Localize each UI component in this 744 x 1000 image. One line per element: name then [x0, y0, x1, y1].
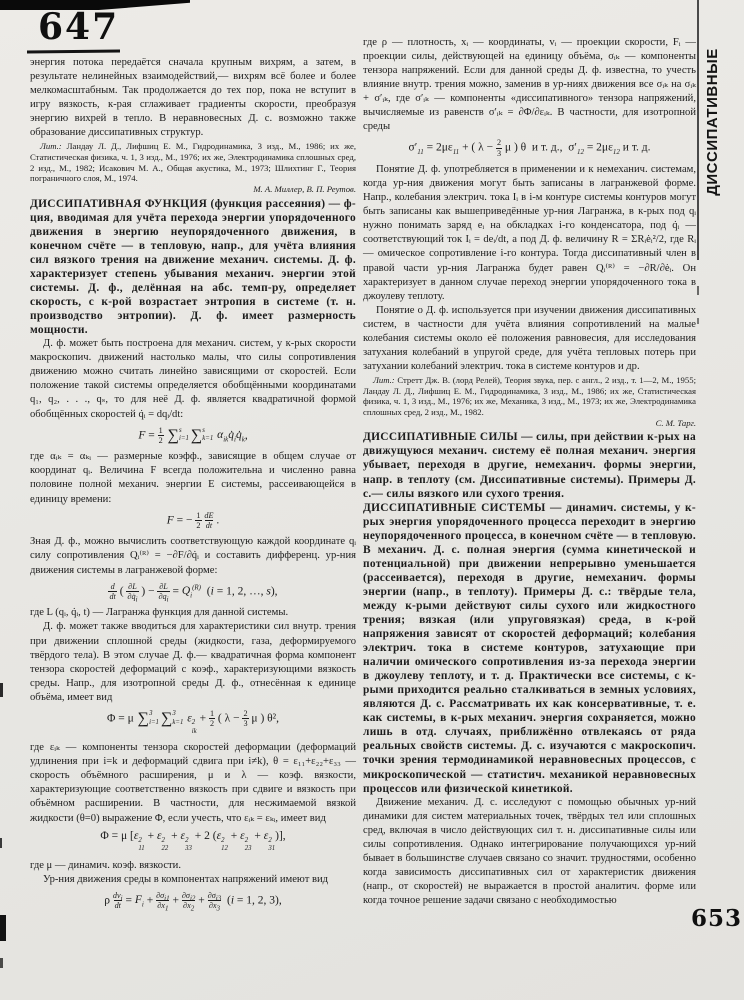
margin-running-title: ДИССИПАТИВНЫЕ: [704, 48, 721, 196]
paragraph-stress-equations-intro: [30, 873, 356, 887]
paragraph-text: где εᵢₖ — компоненты тензора скоростей деформации (деформаций удлинения при i=k и деформаций сдвига при i≠k), θ = ε₁₁+ε₂₂+ε₃₃ — скорость объёмного расширения, μ и λ — коэф. вязкости, характеризующие соответственно вязкость при сдвиге и вязкость при объёмном расширении. В частности, для несжимаемой вязкой жидкости (θ=0) выражение Φ, если учесть, что εᵢₖ = εₖᵢ, имеет вид: [30, 742, 356, 824]
paragraph-text: Понятие о Д. ф. используется при изучении движения диссипативных систем, в частности для учёта влияния сопротивлений на малые колебания системы около её положения равновесия, для исследования затухания колебаний в упругой среде, для учёта тепловых потерь при затухании колебаний электрич. тока в системе контуров и др.: [363, 304, 696, 372]
paragraph-nonmechanical-systems: [363, 163, 696, 303]
formula-dissipative-stress: $\sigma'_{11} = 2\mu\varepsilon_{11}$ + ( λ − $\frac{2}{3}$ μ ) θ и т. д., $\sigma'_{12} = 2\mu\varepsilon_{12}$ и т. д.: [408, 138, 651, 158]
literature-dissipative-systems: [30, 141, 356, 195]
paragraph-df-construction: [30, 337, 356, 421]
literature-label: Лит.:: [40, 141, 67, 152]
page-number-underline: [27, 50, 120, 54]
paragraph-turbulence-continuation: [30, 56, 356, 140]
paragraph-text: где αᵢₖ = αₖᵢ — размерные коэфф., зависящие в общем случае от координат qᵢ. Величина F всегда положительна и численно равна половине полной механич. энергии E системы, рассеивающейся в единицу времени:: [30, 451, 356, 505]
paragraph-dynamic-viscosity: [30, 859, 356, 873]
paragraph-resistance-force: [30, 535, 356, 577]
paragraph-text: Движение механич. Д. с. исследуют с помощью обычных ур-ний динамики для систем материальных точек, твёрдых тел или сплошных сред, включая в число действующих сил т. н. диссипативные силы или силы сопротивления. Однако интегрирование получающихся ур-ний бывает в большинстве случаев связано со значит. трудностями, особенно когда зависимость диссипативных сил от характеристик движения (напр., от скоростей) не выражается в простой аналитич. форме или когда точное решение задачи связано с необходимостью: [363, 796, 696, 906]
paragraph-text: Д. ф. может быть построена для механич. систем, у к-рых скорости макроскопич. движений настолько малы, что силы сопротивления движению можно считать линейно зависящими от скоростей. Если положение такой системы определяется обобщёнными координатами q₁, q₂, . . ., qₛ, то для неё Д. ф. является квадратичной формой обобщённых скоростей q̇ᵢ = dqᵢ/dt:: [30, 338, 356, 420]
paragraph-ds-motion-study: [363, 796, 696, 908]
formula-energy-rate: F = − $\frac{1}{2}$ $\frac{dE}{dt}$ .: [166, 510, 220, 530]
paragraph-text: Зная Д. ф., можно вычислить соответствующую каждой координате qᵢ силу сопротивления Qᵢ⁽ᴿ⁾ = −∂F/∂q̇ᵢ и составить дифференц. ур-ния движения системы в лагранжевой форме:: [30, 536, 356, 576]
entry-term: ДИССИПАТИВНЫЕ СИЛЫ: [363, 431, 522, 444]
paragraph-text: Стретт Дж. В. (лорд Релей), Теория звука, пер. с англ., 2 изд., т. 1—2, М., 1955; Ландау Л. Д., Лифшиц Е. М., Гидродинамика, 3 изд., М., 1986; их же, Статистическая физика, ч. 1, 3 изд., М., 1976; их же, Механика, 3 изд., М., 1973; их же, Электродинамика сплошных сред, 2 изд., М., 1982.: [363, 374, 696, 417]
paragraph-text: Д. ф. может также вводиться для характеристики сил внутр. трения при движении сплошной среды (жидкости, газа, деформируемого твёрдого тела). В этом случае Д. ф.— квадратичная форма компонент тензора скоростей деформаций с коэф., характеризующими вязкость среды. Напр., для изотропной среды Д. ф., отнесённая к единице объёма, имеет вид: [30, 621, 356, 703]
paragraph-continuous-medium: [30, 620, 356, 704]
right-column: [363, 36, 696, 908]
paragraph-text: где μ — динамич. коэф. вязкости.: [30, 859, 181, 871]
formula-dissipation-function: F = $\frac{1}{2}$ ∑ s i=1 ∑ s k=1 $\alpha_{ik}q̇_iq̇_k$,: [138, 425, 248, 445]
paragraph-text: энергия потока передаётся сначала крупным вихрям, а затем, в результате нелинейных взаимодействий,— вихрям всё более и более мелкомасштабным. Так продолжается до тех пор, пока не вступит в игру вязкость, к-рая сглаживает градиенты скорости, преобразуя энергию вихрей в тепло. В неравновесных Д. с. возможно также образование диссипативных структур.: [30, 57, 356, 139]
paragraph-density-definitions: [363, 36, 696, 134]
page-number-top: 647: [38, 6, 120, 48]
paragraph-df-applications: [363, 304, 696, 374]
formula-lagrange-equations: $\frac{d}{dt}$ ( $\frac{\partial L}{\partial q̇_i}$ ) − $\frac{\partial L}{\partial q_i}$ = $Q_i^{(R)}$ (i = 1, 2, …, s),: [109, 581, 278, 604]
paragraph-text: — силы, при действии к-рых на движущуюся механич. систему её полная механич. энергия убывает, переходя в другие, немеханич. формы энергии, напр. в теплоту (см. Диссипативные системы). Примеры Д. с.— силы вязкого или сухого трения.: [363, 431, 696, 500]
scan-artifact-mark: [0, 683, 3, 697]
paragraph-text: Понятие Д. ф. употребляется в применении и к немеханич. системам, когда ур-ния движения могут быть записаны в лагранжевой форме. Напр., колебания электрич. тока Iᵢ в i-м контуре системы контуров могут быть записаны как вышеприведённые ур-ния Лагранжа, в к-рых под qᵢ нужно понимать заряд eᵢ на обкладках i-го конденсатора, под q̇ᵢ — соответствующий ток Iᵢ = deᵢ/dt, а под Д. ф. величину R = ΣRᵢėᵢ²/2, где Rᵢ — омическое сопротивление i-го контура. Тогда диссипативный член в правой части ур-ния Лагранжа будет равен Qᵢ⁽ᴿ⁾ = −∂R/∂ėᵢ. Он характеризует в данном случае переход энергии упорядоченного тока в джоулеву теплоту.: [363, 164, 696, 302]
author-signature: С. М. Тарг.: [655, 417, 696, 428]
margin-rule-dash: [697, 286, 699, 295]
page-number-bottom: 653: [691, 905, 743, 932]
left-column: [30, 56, 356, 915]
entry-dissipativnaya-funkciya: [30, 197, 356, 337]
scan-artifact-mark: [0, 958, 3, 968]
scan-artifact-mark: [0, 915, 6, 941]
formula-motion-equations: ρ $dv_i$ dt = $F_i$ + $\frac{\partial\sigma_{i1}}{\partial x_1}$ + $\frac{\partial\sigma_{i2}}{\partial x_2}$ + $\frac{\partial\sigma_{i3}}{\partial x_3}$ (i = 1, 2, 3),: [104, 890, 282, 913]
author-signature: М. А. Миллер, В. П. Реутов.: [253, 184, 356, 195]
entry-dissipativnye-sistemy: [363, 501, 696, 796]
scan-artifact-mark: [0, 838, 2, 848]
paragraph-coefficients: [30, 450, 356, 506]
paragraph-text: Ландау Л. Д., Лифшиц Е. М., Гидродинамика, 3 изд., М., 1986; их же, Статистическая физика, ч. 1, 3 изд., М., 1976; их же, Электродинамика сплошных сред, 2 изд., М., 1982; Исакович М. А., Общая акустика, М., 1973; Шлихтинг Г., Теория пограничного слоя, М., 1974.: [30, 141, 356, 184]
formula-phi-incompressible: Φ = μ [ε 2 11 + ε 2 22 + ε 2 33 + 2 (ε 2 12 + ε 2 23 + ε 2 31 )],: [100, 829, 286, 853]
literature-label: Лит.:: [373, 374, 398, 385]
paragraph-strain-tensor: [30, 741, 356, 825]
literature-dissipative-function: [363, 375, 696, 429]
margin-rule-dash: [697, 318, 699, 324]
formula-phi-isotropic: Φ = μ ∑ 3 i=1 ∑ 3 k=1 ε 2 ik + $\frac{1}{2}$ ( λ − $\frac{2}{3}$ μ ) θ²,: [106, 708, 279, 735]
paragraph-text: — динамич. системы, у к-рых энергия упорядоченного процесса переходит в энергию неупорядоченного процесса, в конечном счёте — в тепловую. В механич. Д. с. полная энергия (сумма кинетической и потенциальной) при движении непрерывно уменьшается (рассеивается), переходя в другие, немеханич. формы энергии (напр., в теплоту). Примеры Д. с.: твёрдые тела, между к-рыми действуют силы сухого или жидкостного трения; вязкая (или упруговязкая) среда, в к-рой напряжения зависят от скоростей деформаций; колебания электрич. тока в системе контуров, затухающие при наличии омического сопротивления из-за перехода энергии в джоулеву теплоту, и т. д. Практически все системы, с к-рыми приходится реально сталкиваться в земных условиях, являются Д. с. Рассматривать их как консервативные, т. е. как системы, в к-рых механич. энергия сохраняется, можно лишь в отд. случаях, приближённо отвлекаясь от ряда реальных свойств системы. Д. с. изучаются с макроскопич. точки зрения термодинамикой неравновесных процессов, с микроскопической — статистич. механикой неравновесных процессов или физической кинетикой.: [363, 501, 696, 795]
entry-term: ДИССИПАТИВНАЯ ФУНКЦИЯ: [30, 197, 211, 210]
paragraph-text: (функция рассеяния) — ф-ция, вводимая для учёта перехода энергии упорядоченного движения в энергию неупорядоченного движения, в конечном счёте — в тепловую, напр., для учёта влияния сил вязкого трения на движение механич. системы. Д. ф. характеризует степень убывания механич. энергии этой системы. Д. ф., делённая на абс. темп-ру, определяет скорость, с к-рой возрастает энтропия в системе (т. н. производство энтропии). Д. ф. имеет размерность мощности.: [30, 197, 356, 337]
paragraph-text: где ρ — плотность, xᵢ — координаты, vᵢ — проекции скорости, Fᵢ — проекции силы, действующей на единицу объёма, σᵢₖ — компоненты тензора напряжений. Если для данной среды Д. ф. известна, то учесть влияние внутр. трения можно, заменив в ур-ниях движения все σᵢₖ на σᵢₖ + σ′ᵢₖ, где σ′ᵢₖ — компоненты «диссипативного» тензора напряжений, вычисляемые из равенств σ′ᵢₖ = ∂Φ/∂εᵢₖ. В частности, для изотропной среды: [363, 37, 696, 133]
paragraph-text: где L (qᵢ, q̇ᵢ, t) — Лагранжа функция для данной системы.: [30, 607, 289, 619]
paragraph-lagrange-function: [30, 606, 356, 620]
entry-term: ДИССИПАТИВНЫЕ СИСТЕМЫ: [363, 501, 551, 514]
entry-dissipativnye-sily: [363, 430, 696, 500]
paragraph-text: Ур-ния движения среды в компонентах напряжений имеют вид: [43, 873, 329, 885]
margin-rule: [697, 0, 699, 260]
